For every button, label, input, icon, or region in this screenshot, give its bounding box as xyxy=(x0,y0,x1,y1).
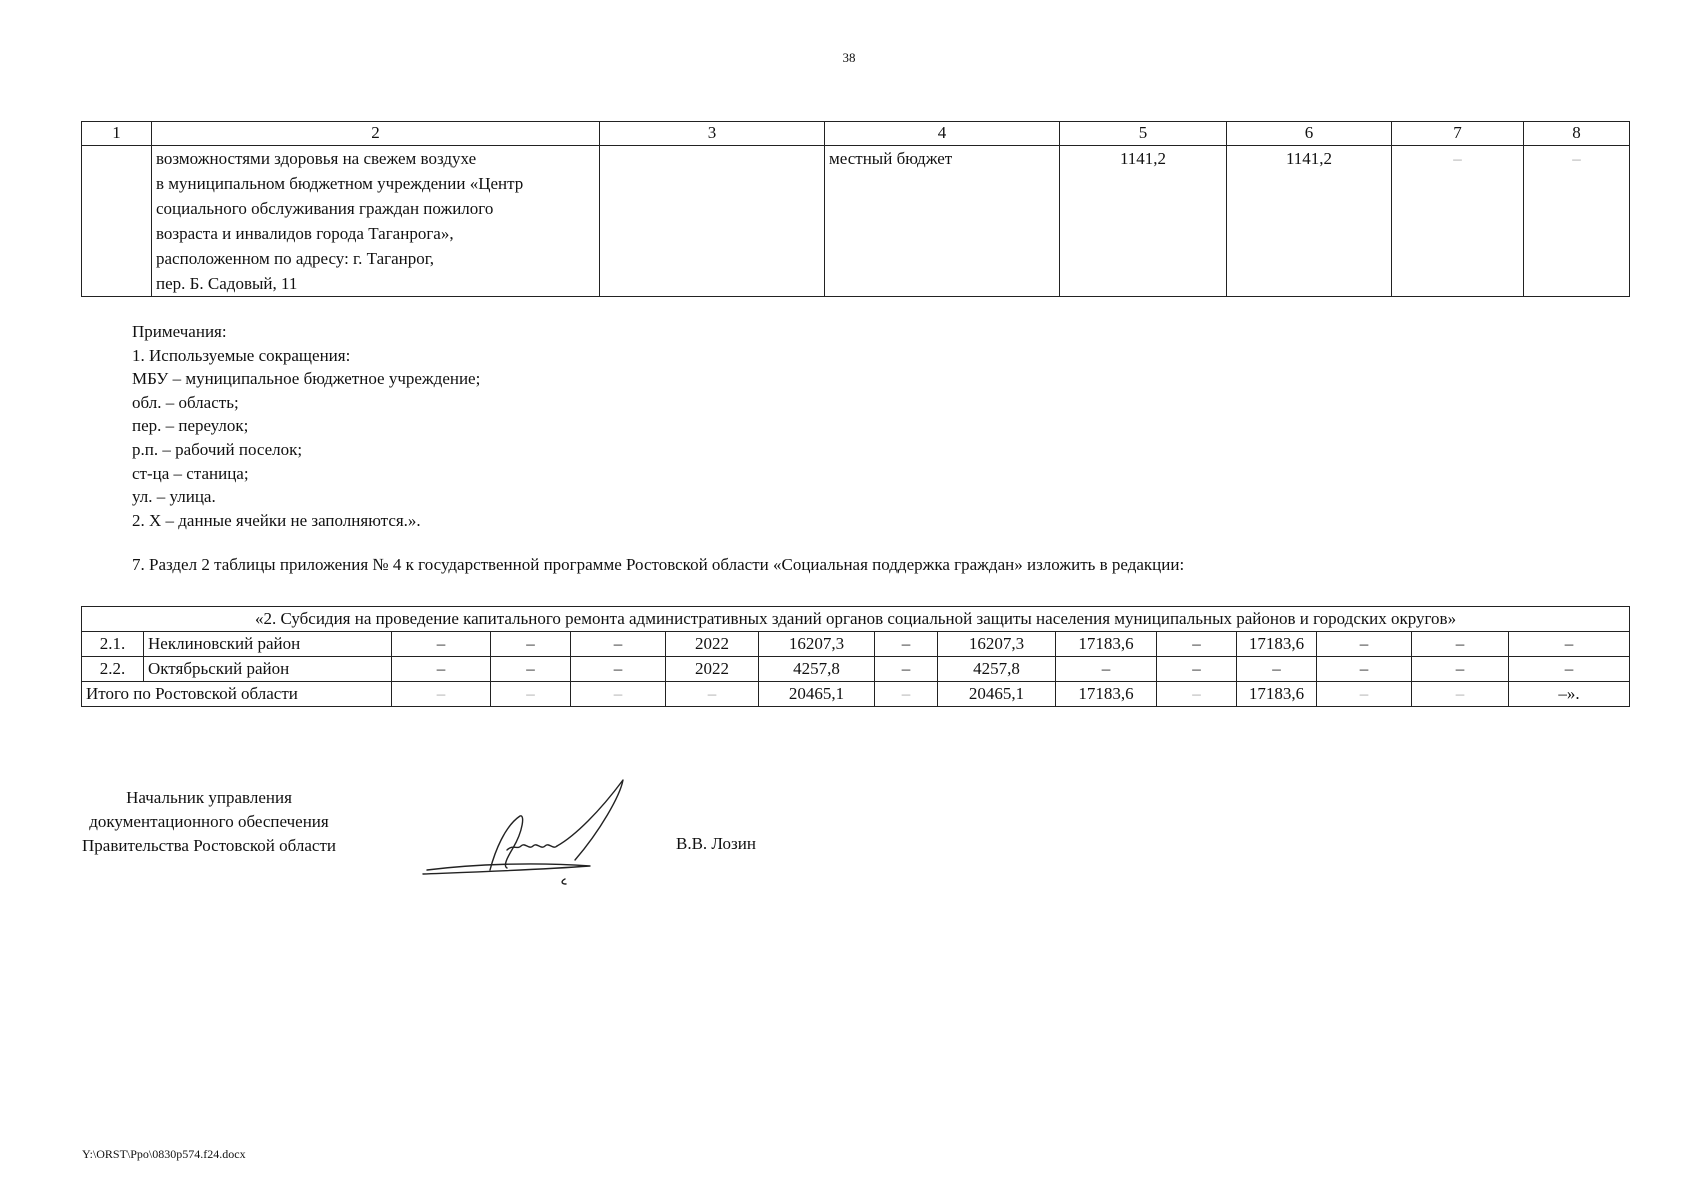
section-title-row xyxy=(82,607,1630,632)
table-cell: 20465,1 xyxy=(759,682,875,707)
column-number: 4 xyxy=(825,122,1060,146)
total-label: Итого по Ростовской области xyxy=(82,682,392,707)
row-number: 2.1. xyxy=(82,632,144,657)
notes-heading: Примечания: xyxy=(132,322,227,341)
table-cell: 17183,6 xyxy=(1056,682,1157,707)
table-cell: – xyxy=(1237,657,1317,682)
signatory-title-line: Правительства Ростовской области xyxy=(82,836,336,855)
handwritten-signature xyxy=(415,776,655,891)
description-line: социального обслуживания граждан пожилого xyxy=(156,199,494,218)
table-cell: – xyxy=(571,682,666,707)
table-cell: – xyxy=(875,682,938,707)
column-number: 8 xyxy=(1524,122,1630,146)
table-cell: – xyxy=(1509,632,1630,657)
district-name: Октябрьский район xyxy=(144,657,392,682)
description-line: пер. Б. Садовый, 11 xyxy=(156,274,298,293)
note-line: МБУ – муниципальное бюджетное учреждение; xyxy=(132,369,481,389)
table-cell: – xyxy=(875,632,938,657)
row-number: 2.2. xyxy=(82,657,144,682)
table-cell: 4257,8 xyxy=(938,657,1056,682)
table-row xyxy=(82,146,1630,297)
note-line: ул. – улица. xyxy=(132,487,216,507)
table-cell: – xyxy=(571,657,666,682)
section-title: «2. Субсидия на проведение капитального ремонта административных зданий органов социальной защиты населения муниципальных районов и городских округов» xyxy=(82,607,1630,632)
notes-block xyxy=(132,320,480,532)
table-cell: – xyxy=(491,682,571,707)
table-cell: 16207,3 xyxy=(938,632,1056,657)
table-cell: – xyxy=(392,682,491,707)
continuation-table xyxy=(81,121,1630,297)
note-line: 2. Х – данные ячейки не заполняются.». xyxy=(132,510,421,530)
table-cell: – xyxy=(1317,657,1412,682)
table-cell: 17183,6 xyxy=(1237,682,1317,707)
signatory-title-line: Начальник управления xyxy=(126,788,292,807)
column-number: 7 xyxy=(1392,122,1524,146)
dash-cell: – xyxy=(1392,146,1524,297)
note-line: пер. – переулок; xyxy=(132,416,249,436)
note-line: р.п. – рабочий поселок; xyxy=(132,439,303,459)
file-path: Y:\ORST\Ppo\0830p574.f24.docx xyxy=(82,1147,246,1161)
column-number: 5 xyxy=(1060,122,1227,146)
table-cell: 20465,1 xyxy=(938,682,1056,707)
table-cell: 2022 xyxy=(666,632,759,657)
table-cell: – xyxy=(875,657,938,682)
paragraph-7: 7. Раздел 2 таблицы приложения № 4 к государственной программе Ростовской области «Социальная поддержка граждан» изложить в редакции: xyxy=(132,555,1185,574)
column-number: 2 xyxy=(152,122,600,146)
column-number: 6 xyxy=(1227,122,1392,146)
signatory-title-line: документационного обеспечения xyxy=(89,812,329,831)
description-line: возможностями здоровья на свежем воздухе xyxy=(156,149,477,168)
table-cell: –». xyxy=(1509,682,1630,707)
note-line: 1. Используемые сокращения: xyxy=(132,345,351,365)
page-number: 38 xyxy=(842,50,856,65)
value-cell: 1141,2 xyxy=(1227,146,1392,297)
table-cell: – xyxy=(392,632,491,657)
subsidy-table xyxy=(81,606,1630,707)
total-row xyxy=(82,682,1630,707)
table-cell: – xyxy=(1157,632,1237,657)
signatory-name: В.В. Лозин xyxy=(676,834,756,853)
table-cell: – xyxy=(571,632,666,657)
table-cell: – xyxy=(1317,632,1412,657)
table-cell: 2022 xyxy=(666,657,759,682)
table-header-row xyxy=(82,122,1630,146)
funding-source-cell: местный бюджет xyxy=(825,146,1060,297)
note-line: ст-ца – станица; xyxy=(132,463,249,483)
value-cell: 1141,2 xyxy=(1060,146,1227,297)
note-line: обл. – область; xyxy=(132,392,239,412)
description-line: возраста и инвалидов города Таганрога», xyxy=(156,224,454,243)
description-line: в муниципальном бюджетном учреждении «Центр xyxy=(156,174,524,193)
description-cell xyxy=(152,146,600,297)
table-cell: – xyxy=(1412,682,1509,707)
table-cell: – xyxy=(1412,632,1509,657)
description-line: расположенном по адресу: г. Таганрог, xyxy=(156,249,435,268)
district-name: Неклиновский район xyxy=(144,632,392,657)
table-cell: 17183,6 xyxy=(1237,632,1317,657)
column-number: 3 xyxy=(600,122,825,146)
table-cell: – xyxy=(491,657,571,682)
row-number-cell xyxy=(82,146,152,297)
table-cell: – xyxy=(1317,682,1412,707)
table-cell: – xyxy=(1056,657,1157,682)
table-cell: – xyxy=(1412,657,1509,682)
table-row xyxy=(82,632,1630,657)
table-cell: – xyxy=(666,682,759,707)
table-cell: – xyxy=(491,632,571,657)
table-cell: 17183,6 xyxy=(1056,632,1157,657)
table-row xyxy=(82,657,1630,682)
empty-cell xyxy=(600,146,825,297)
table-cell: – xyxy=(1509,657,1630,682)
table-cell: – xyxy=(1157,682,1237,707)
column-number: 1 xyxy=(82,122,152,146)
dash-cell: – xyxy=(1524,146,1630,297)
table-cell: 16207,3 xyxy=(759,632,875,657)
signatory-title xyxy=(82,786,336,858)
table-cell: 4257,8 xyxy=(759,657,875,682)
table-cell: – xyxy=(1157,657,1237,682)
table-cell: – xyxy=(392,657,491,682)
